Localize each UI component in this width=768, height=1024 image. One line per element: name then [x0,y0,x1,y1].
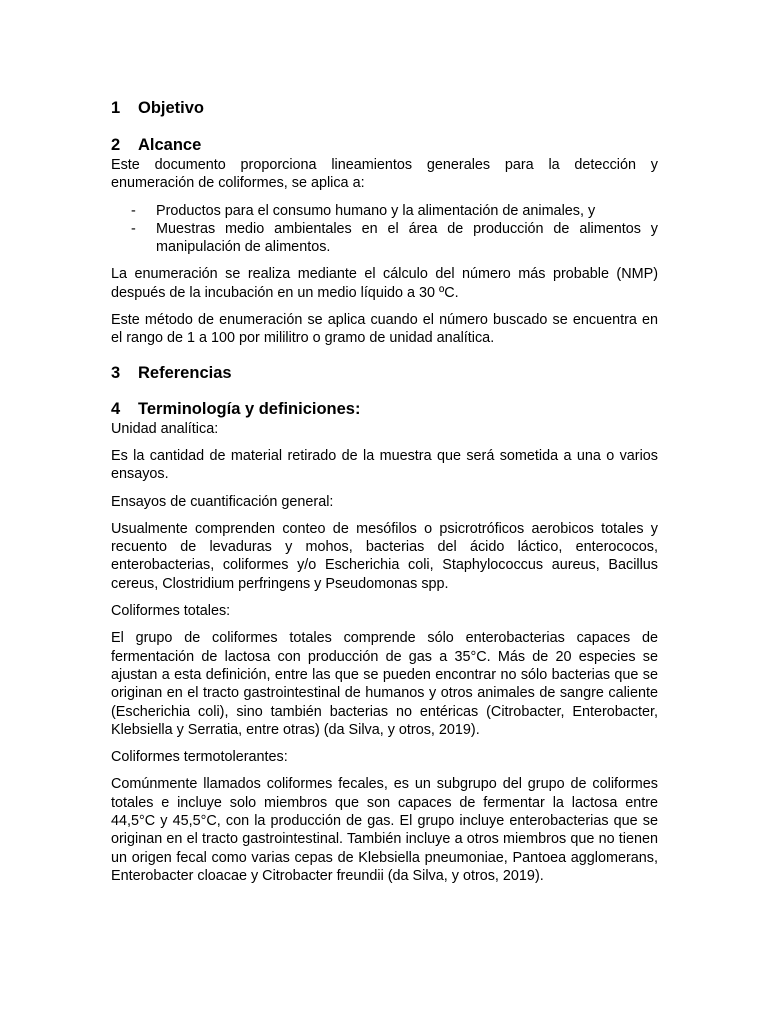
section-number: 2 [111,136,121,154]
list-item [111,220,658,257]
term-coliformes-totales: Coliformes totales: [111,603,231,620]
section-number: 4 [111,399,121,418]
section-number: 3 [111,363,121,382]
list-dash: - [131,202,136,219]
list-dash: - [131,220,136,237]
definition-coliformes-termotolerantes: Comúnmente llamados coliformes fecales, es un subgrupo del grupo de coliformes totales e incluye solo miembros que son capaces de fermentar la lactosa entre 44,5°C y 45,5°C, con la producción de gas. El grupo incluye enterobacterias que se originan en el tracto gastrointestinal. También incluye a otros miembros que no tienen un origen fecal como varias cepas de Klebsiella pneumoniae, Pantoea agglomerans, Enterobacter cloacae y Citrobacter freundii (da Silva, y otros, 2019). [111,776,658,884]
document-page [111,97,658,885]
list-item-text: Productos para el consumo humano y la alimentación de animales, y [156,202,596,219]
section-title: Terminología y definiciones: [138,399,361,418]
list-item-text: Muestras medio ambientales en el área de producción de alimentos y manipulación de alimentos. [156,220,658,256]
definition-unidad-analitica: Es la cantidad de material retirado de la muestra que será sometida a una o varios ensayos. [111,447,658,483]
term-unidad-analitica: Unidad analítica: [111,420,219,437]
alcance-range-paragraph: Este método de enumeración se aplica cuando el número buscado se encuentra en el rango de 1 a 100 por mililitro o gramo de unidad analítica. [111,312,658,347]
definition-coliformes-totales: El grupo de coliformes totales comprende sólo enterobacterias capaces de fermentación de lactosa con producción de gas a 35°C. Más de 20 especies se ajustan a esta definición, entre las que se pueden encontrar no sólo bacterias que se originan en el tracto gastrointestinal de humanos y otros animales de sangre caliente (Escherichia coli), sino también bacterias no entéricas (Citrobacter, Enterobacter, Klebsiella y Serratia, entre otras) (da Silva, y otros, 2019). [111,630,658,738]
section-number: 1 [111,99,121,117]
alcance-intro-paragraph: Este documento proporciona lineamientos generales para la detección y enumeración de coliformes, se aplica a: [111,157,658,192]
section-heading-objetivo [111,97,658,119]
alcance-list [111,202,658,257]
term-coliformes-termotolerantes: Coliformes termotolerantes: [111,749,288,766]
section-heading-referencias [111,362,658,384]
alcance-nmp-paragraph: La enumeración se realiza mediante el cálculo del número más probable (NMP) después de la incubación en un medio líquido a 30 ºC. [111,266,658,301]
section-heading-terminologia [111,398,658,420]
section-title: Objetivo [138,99,205,117]
section-title: Alcance [138,136,202,154]
term-ensayos-cuantificacion: Ensayos de cuantificación general: [111,493,334,510]
definition-ensayos-cuantificacion: Usualmente comprenden conteo de mesófilos o psicrotróficos aerobicos totales y recuento de levaduras y mohos, bacterias del ácido láctico, enterococos, enterobacterias, coliformes y/o Escherichia coli, Staphylococcus aureus, Bacillus cereus, Clostridium perfringens y Pseudomonas spp. [111,520,658,592]
section-title: Referencias [138,363,232,382]
section-heading-alcance [111,134,658,156]
list-item [111,202,658,220]
